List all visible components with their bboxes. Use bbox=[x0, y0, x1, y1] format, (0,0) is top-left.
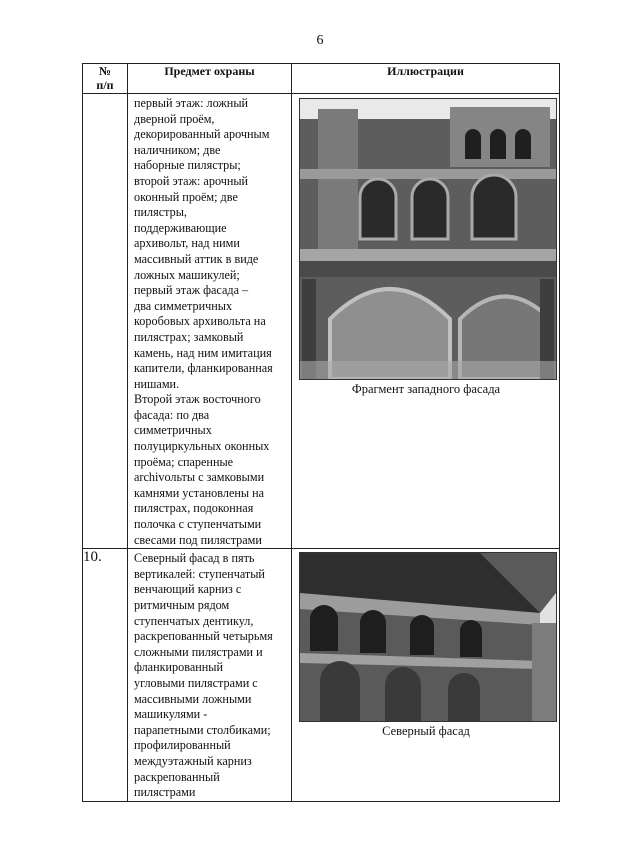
illustration-caption: Фрагмент западного фасада bbox=[351, 382, 501, 396]
protection-table bbox=[82, 63, 560, 802]
table-row bbox=[83, 94, 560, 549]
west-facade-photo bbox=[299, 98, 557, 380]
header-number-abbrev: п/п bbox=[96, 78, 114, 92]
row-description: первый этаж: ложный дверной проём, декорированный арочным наличником; две наборные пилястры; второй этаж: арочный оконный проём; две пилястры, поддерживающие архивольт, над ними массивный аттик в виде ложных машикулей; первый этаж фасада – два симметричных коробовых архивольта на пилястрах; замковый камень, над ним имитация капители, фланкированная нишами. Второй этаж восточного фасада: по два симметричных полуциркульных оконных проёма; спаренные archivольты с замковыми камнями установлены на пилястрах, подоконная полочка с ступенчатыми свесами под пилястрами bbox=[134, 96, 273, 547]
illustration-caption: Северный фасад bbox=[382, 724, 470, 739]
header-number-symbol: № bbox=[98, 64, 112, 78]
header-illustrations: Иллюстрации bbox=[292, 64, 560, 94]
row-number bbox=[83, 94, 128, 549]
header-subject: Предмет охраны bbox=[128, 64, 292, 94]
north-facade-photo bbox=[299, 552, 557, 722]
table-header-row bbox=[83, 64, 560, 94]
page-number: 6 bbox=[316, 33, 324, 48]
illustration-cell bbox=[292, 94, 560, 549]
illustration-cell bbox=[292, 549, 560, 802]
table-row bbox=[83, 549, 560, 802]
row-description: Северный фасад в пять вертикалей: ступенчатый венчающий карниз с ритмичным рядом ступенчатых дентикул, раскрепованный четырьмя сложными пилястрами и фланкированный угловыми пилястрами с массивными ложными машикулями - парапетными столбиками; профилированный междуэтажный карниз раскрепованный пилястрами bbox=[134, 551, 273, 800]
row-number: 10. bbox=[83, 549, 128, 802]
header-number bbox=[83, 64, 128, 94]
